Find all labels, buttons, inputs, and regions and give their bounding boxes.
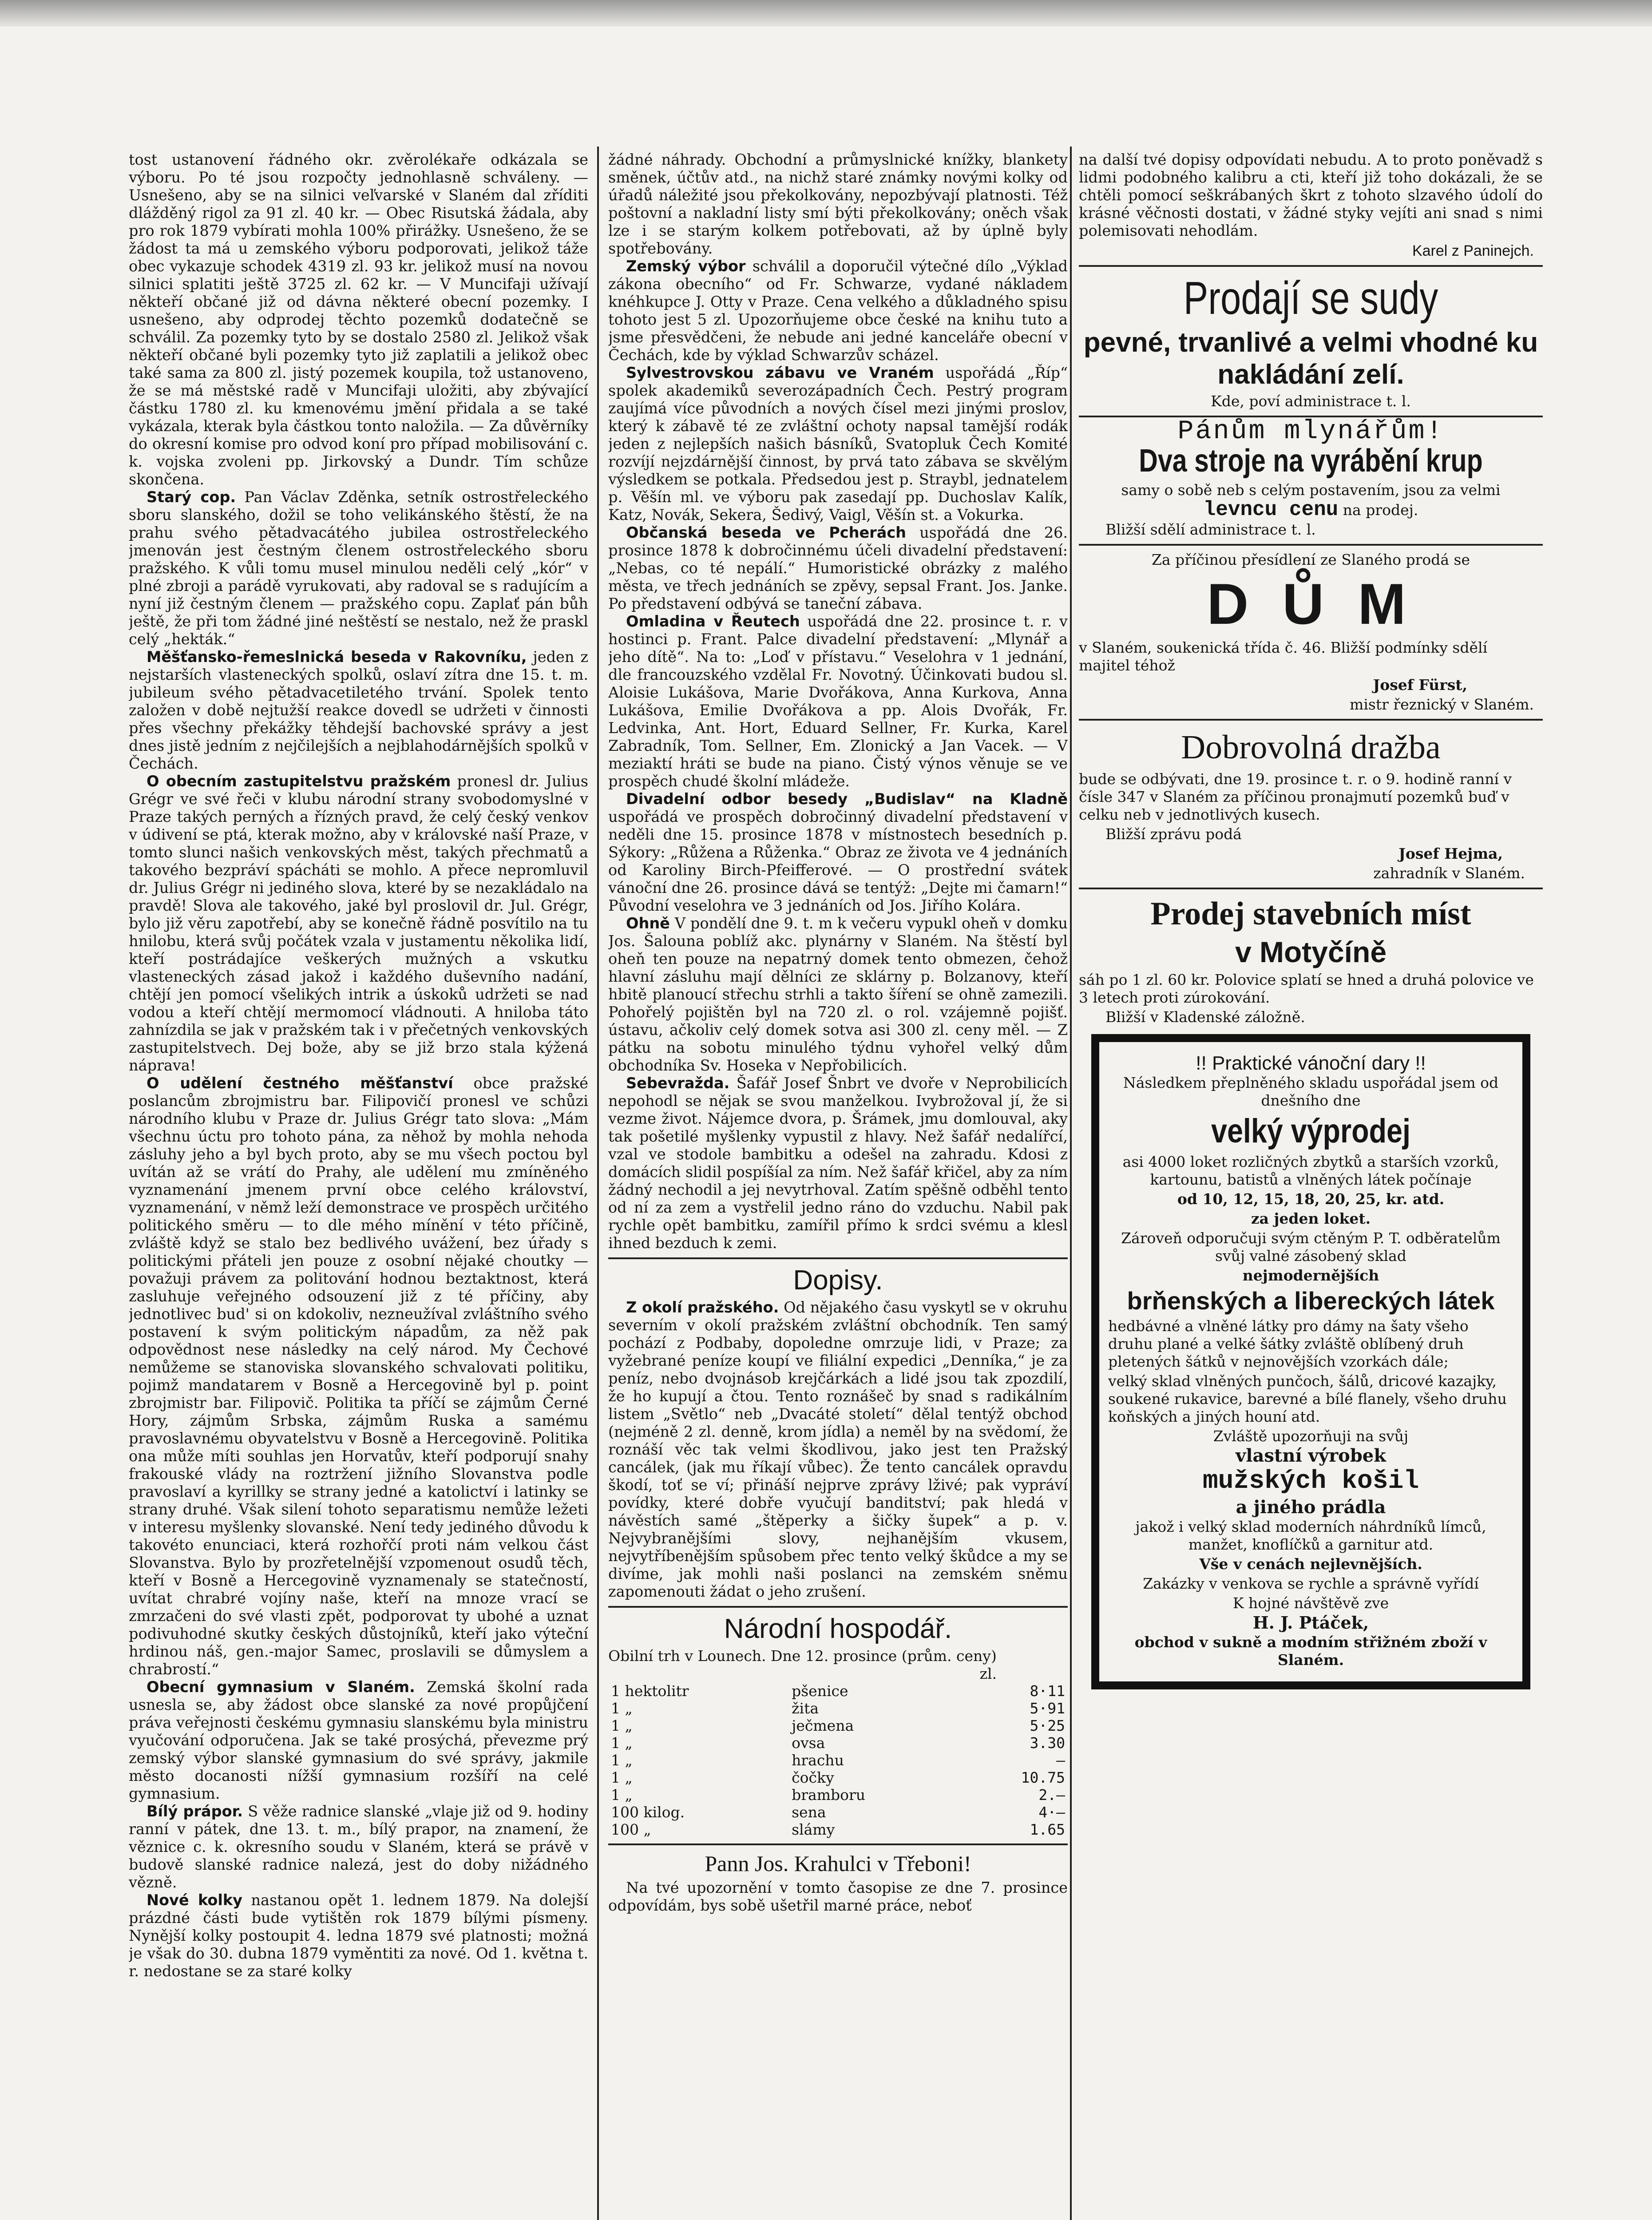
ad-dum — [1079, 551, 1543, 714]
article-text: Pan Václav Zděnka, setník ostrostřeleckého sboru slanského, dožil se toho velikánského štěstí, že na prahu svého pětadvacátého jubilea ostrostřeleckého jmenován jest čestným členem ostrostřeleckého sboru pražského. K vůli tomu musel minulou neděli celý „kór“ v plné zbroji a parádě vyrukovati, aby radoval se s radujícím a nyní již čestným členem — pražského copu. Zaplať pán bůh ještě, že při tom žádné jiné neštěstí se nestalo, než že praskl celý „hekták.“ — [129, 488, 588, 648]
ptacek-line: nejmodernějších — [1242, 1267, 1379, 1284]
article-text: jeden z nejstarších vlasteneckých spolků, oslaví zítra dne 15. t. m. jubileum svého pětadvacetiletého trvání. Spolek tento založen v době nejtužší reakce dovedl se udržeti v činnosti přes všechny překážky těhdejší bachovské správy a jest dnes jistě jedním z nejčilejších a nejblahodárnějších spolků v Čechách. — [129, 648, 588, 772]
market-heading: Národní hospodář. — [724, 1613, 952, 1644]
ptacek-line: asi 4000 loket rozličných zbytků a starších vzorků, kartounu, batistů a vlněných látek počínaje — [1122, 1153, 1499, 1188]
column-1 — [129, 151, 588, 2220]
article-text: schválil a doporučil výtečné dílo „Výklad zákona obecního“ od Fr. Schwarze, vydané nákladem knéhkupce J. Otty v Praze. Cena velkého a důkladného spisu tohoto jest 5 zl. Upozorňujeme obce české na knihu tuto a jsme přesvědčeni, že nebude ani jedné kanceláře obecní v Čechách, kde by výklad Schwarzův scházel. — [608, 258, 1068, 364]
price-price: 8·11 — [1030, 1682, 1065, 1700]
dum-title: D Ů M — [1207, 571, 1415, 636]
sudy-title: Prodají se sudy — [1183, 273, 1438, 324]
mlynari-cheap: levncu cenu — [1203, 498, 1339, 521]
ptacek-line: velký sklad vlněných punčoch, šálů, dricové kazajky, soukené rukavice, barevné a bílé flanely, všeho druhu koňských a jiných houní atd. — [1108, 1372, 1507, 1425]
ad-mista — [1079, 895, 1543, 1026]
price-price: — — [1056, 1752, 1065, 1769]
article-text: S věže radnice slanské „vlaje již od 9. hodiny ranní v pátek, dne 13. t. m., bílý prapor, na znamení, že věznice c. k. okresního soudu v Slaném, která se právě v budově slanské radnice nalezá, jest do doby nižádného vězně. — [129, 1803, 588, 1891]
article-paragraph — [129, 648, 588, 773]
divider — [608, 1257, 1068, 1259]
dum-signature-name: Josef Fürst, — [1373, 676, 1467, 694]
divider — [1079, 265, 1543, 267]
ptacek-sale: velký výprodej — [1211, 1112, 1410, 1150]
price-price: 2.— — [1038, 1786, 1065, 1804]
divider — [1079, 888, 1543, 889]
price-qty: 100 „ — [611, 1821, 651, 1838]
price-item: hrachu — [792, 1752, 844, 1769]
article-lead: Starý cop. — [147, 488, 236, 506]
article-lead: Divadelní odbor besedy „Budislav“ na Kladně — [626, 790, 1068, 808]
ptacek-shirts: mužských košil — [1202, 1467, 1419, 1496]
ad-sudy — [1079, 272, 1543, 410]
ptacek-line: Zvláště upozorňuji na svůj — [1213, 1427, 1409, 1445]
article-paragraph — [129, 1803, 588, 1891]
price-price: 3.30 — [1030, 1734, 1065, 1752]
letter-text: na další tvé dopisy odpovídati nebudu. A to proto poněvadž s lidmi podobného kalibru a cti, kteří již toho dokázali, že se chtěli pomocí seškrábaných škrt z tohoto slzavého údolí do krásné věčnosti dostati, v žádné styky vejíti ani snad s nimi polemisovati nehodlám. — [1079, 151, 1543, 239]
ad-ptacek — [1091, 1034, 1530, 1689]
ptacek-line: Vše v cenách nejlevnějších. — [1199, 1555, 1422, 1573]
mlynari-note: Bližší sdělí administrace t. l. — [1105, 521, 1316, 538]
price-item: pšenice — [792, 1682, 848, 1700]
column-rule — [597, 147, 599, 2220]
ptacek-line: vlastní výrobek — [1236, 1445, 1386, 1466]
column-1-articles — [129, 151, 588, 1980]
ptacek-signature: H. J. Ptáček, — [1252, 1613, 1369, 1633]
article-paragraph — [129, 488, 588, 648]
ptacek-line: K hojné návštěvě zve — [1232, 1594, 1389, 1612]
article-text: žádné náhrady. Obchodní a průmyslnické knížky, blankety směnek, účtův atd., na nichž staré známky novými kolky od úřadů náležité jsou překolkovány, nepozbývají platnosti. Též poštovní a nakladní listy smí býti překolkovány; oněch však lze i se starým kolkem potřebovati, až by úplně byly spotřebovány. — [608, 151, 1068, 257]
article-lead: Ohně — [626, 915, 670, 932]
krahulec-text: Na tvé upozornění v tomto časopise ze dne 7. prosince odpovídám, bys sobě ušetřil marné práce, neboť — [608, 1879, 1068, 1914]
krahulec-heading: Pann Jos. Krahulci v Třeboni! — [705, 1851, 971, 1876]
price-price: 1.65 — [1030, 1821, 1065, 1838]
column-2 — [608, 151, 1068, 2220]
column-rule — [1070, 147, 1072, 2220]
article-lead: Občanská beseda ve Pcherách — [626, 524, 907, 541]
price-item: čočky — [792, 1769, 834, 1786]
price-row — [608, 1734, 1068, 1752]
dum-text: v Slaném, soukenická třída č. 46. Bližší podmínky sdělí majitel téhož — [1079, 639, 1488, 674]
article-lead: Omladina v Řeutech — [626, 613, 800, 630]
mlynari-price — [1079, 498, 1543, 521]
price-qty: 1 „ — [611, 1752, 633, 1769]
mista-text: sáh po 1 zl. 60 kr. Polovice splatí se hned a druhá polovice ve 3 letech proti zúrokování. — [1079, 971, 1534, 1006]
ptacek-line: jakož i velký sklad moderních náhrdníků límců, manžet, knoflíčků a garnitur atd. — [1135, 1518, 1486, 1553]
article-lead: Sebevražda. — [626, 1074, 730, 1092]
article-lead: Bílý prápor. — [147, 1803, 243, 1820]
ptacek-line: obchod v sukně a modním střižném zboží v Slaném. — [1134, 1633, 1487, 1669]
article-text: Od nějakého času vyskytl se v okruhu severním v okolí pražském zvláštní obchodník. Ten samý pochází z Podbaby, dopoledne omrzuje lidi, v Praze; za vyžebrané peníze koupí ve filiální expedici „Denníka,“ je za peníz, nebo dvojnásob krejčárkách a lidé jsou tak zpozdilí, že ho kupují a čtou. Tento roznášeč by snad s radikálním listem „Světlo“ neb „Dvacáté století“ dělal tentýž obchod (nejméně 2 zl. denně, krom jídla) a neměl by na svědomí, že roznáší věc tak velmi škodlivou, jako jest ten Pražský cancálek, (jak mu říkají vůbec). Že tento cancálek opravdu škodí, toť se ví; přináší nejprve zprávy lživé; pak vypráví povídky, které dobře vyučují banditství; pak hledá v návěstích samé „štěperky a šičky šupek“ a p. v. Nejvybranějšími slovy, nejhanějším vkusem, nejvytříbenějším spůsobem přec tento velký škůdce a my se divíme, jak mohli naši poslanci na zemském sněmu zapomenouti žádat o jeho zrušení. — [608, 1299, 1068, 1600]
drazba-signature-name: Josef Hejma, — [1398, 845, 1503, 862]
price-table — [608, 1682, 1068, 1838]
article-paragraph — [129, 151, 588, 488]
article-paragraph — [129, 1074, 588, 1678]
price-row — [608, 1682, 1068, 1700]
price-qty: 1 „ — [611, 1786, 633, 1804]
article-text: tost ustanovení řádného okr. zvěrolékaře odkázala se výboru. Po té jsou rozpočty jednohlasně schváleny. — Usnešeno, aby se na silnici veľvarské v Slaném dal zříditi dlážděný rigol za 91 zl. 40 kr. — Obec Risutská žádala, aby pro rok 1879 vybírati mohla 100% přirážky. Usnešeno, že se žádost ta má u zemského výboru podporovati, jelikož táže obec vykazuje schodek 4319 zl. 93 kr. jelikož musí na novou silnici splatiti ještě 3725 zl. 62 kr. — V Muncifaji užívají někteří občané již od dávna některé obecní pozemky. I usnešeno, aby odprodej těchto pozemků dodatečně se schválil. Za pozemky tyto by se dostalo 2580 zl. Jelikož však někteří občané byli pozemky tyto již zaplatili a jelikož obec také sama za 800 zl. jistý pozemek koupila, tož ustanoveno, že se má městské radě v Muncifaji uložiti, aby zbývající částku 1780 zl. ku kmenovému jmění přidala a se také vykázala, kterak byla částkou tonto naložila. — Za důvěrníky do okresní komise pro odvod koní pro případ mobilisování c. k. vojska zvoleni pp. Jirkovský a Dundr. Tím schůze skončena. — [129, 151, 588, 488]
ptacek-line: Následkem přeplněného skladu uspořádal jsem od dnešního dne — [1123, 1074, 1499, 1109]
price-item: bramboru — [792, 1786, 866, 1804]
article-paragraph — [129, 1678, 588, 1803]
price-row — [608, 1769, 1068, 1786]
price-item: ječmena — [792, 1717, 854, 1734]
article-text: nastanou opět 1. lednem 1879. Na dolejší prázdné části bude vytištěn rok 1879 bílými písmeny. Nynější kolky postoupit 4. ledna 1879 své platnosti; možná je však do 30. dubna 1879 vyměntiti za nové. Od 1. května t. r. nedostane se za staré kolky — [129, 1891, 588, 1980]
article-text: uspořádá dne 22. prosince t. r. v hostinci p. Frant. Palce divadelní představení: „Mlynář a jeho dítě“. Na to: „Loď v přístavu.“ Veselohra v 1 jednání, dle francouzského vzdělal Fr. Novotný. Účinkovati budou sl. Aloisie Lukášova, Marie Dvořákova, Anna Kurkova, Anna Lukášova, Emilie Dvořákova a pp. Alois Dvořák, Fr. Ledvinka, Ant. Hort, Eduard Sellner, Fr. Kurka, Karel Zabradník, Tom. Sellner, Em. Zlonický a Jan Vacek. — V meziaktí hráti se bude na piano. Čistý výnos věnuje se ve prospěch chudé školní mládeže. — [608, 613, 1068, 790]
column-3 — [1079, 151, 1543, 2220]
divider — [608, 1606, 1068, 1608]
article-paragraph — [608, 364, 1068, 524]
letter-signature: Karel z Paninejch. — [1412, 242, 1534, 259]
dum-signature-title: mistr řeznický v Slaném. — [1350, 696, 1534, 713]
divider — [1079, 719, 1543, 721]
market-intro: Obilní trh v Lounech. Dne 12. prosince (prům. ceny) — [608, 1647, 997, 1665]
article-paragraph — [608, 790, 1068, 915]
mista-subtitle: v Motyčíně — [1235, 936, 1387, 968]
price-row — [608, 1821, 1068, 1838]
price-price: 5·25 — [1030, 1717, 1065, 1734]
article-lead: Nové kolky — [147, 1891, 243, 1909]
article-lead: Sylvestrovskou zábavu ve Vraném — [626, 364, 934, 381]
mlynari-text — [1079, 481, 1543, 499]
ptacek-line: za jeden loket. — [1251, 1210, 1371, 1227]
article-lead: Měšťansko-řemeslnická beseda v Rakovníku, — [147, 648, 527, 666]
sudy-subtitle: pevné, trvanlivé a velmi vhodné ku nakládání zelí. — [1083, 327, 1538, 390]
dopisy-article — [608, 1299, 1068, 1601]
ptacek-headline: !! Praktické vánoční dary !! — [1196, 1052, 1426, 1074]
article-text: obce pražské poslancům zbrojmistru bar. Filipovičí pronesl ve schůzi národního klubu v Praze dr. Julius Grégr tato slova: „Mám všechnu úctu pro tohoto pána, za něhož by mohla nehoda zásluhy jeho a byl bych proto, aby se mu všech poctou byl uvítán až se vrátí do Prahy, ale udělení mu zmíněného vyznamenání jmenem první obce celého království, vyznamenání, v němž leží demonstrace ve prospěch určitého politického směru — to dle mého mínění v této příčině, zvláště když se stalo bez bedlivého uvážení, bez úřady s politickými přáteli jen pouze z osobní nějaké choutky — považuji právem za politování hodnou beztaktnost, která zasluhuje veřejného odsouzení již z té příčiny, aby jednotlivec bud' si on kdokoliv, nezneužíval zvláštního svého postavení k svým politickým nápadům, za něž pak odpovědnost nese následky na celý národ. My Čechové nemůžeme se stanoviska slovanského schvalovati politiku, pojimž mandatarem v Bosně a Hercegovině byl p. point zbrojmistr bar. Filipovič. Politika ta příčí se zájmům Černé Hory, zájmům Srbska, zájmům Ruska a samému pravoslavnému obyvatelstvu v Bosně a Hercegovině. Politika ona může míti souhlas jen Horvatův, kteří podporují snahy frakouské vlády na roztržení jižního Slovanstva podle pravoslaví a kyrillky se strany jedné a katolictví i latinky se strany druhé. Však silení tohoto separatismu nemůže ležeti v interesu myšlenky slovanské. Není tedy jediného důvodu k takovéto enunciaci, která rozhořčí proti nám velkou část Slovanstva. Bylo by prozřetelnější vzpomenout osudů těch, kteří v Bosně a Hercegovině vyznamenaly se statečností, uvítat chrabré vojíny naše, kteří na mnoze vrací se zmrzačeni do své vlasti zpět, podporovat ty ubohé a uznat podivuhodné skutky českých důstojníků, kteří jako výteční hrdinou náš, gen.-major Samec, proslavili se důmyslem a chrabrostí.“ — [129, 1074, 588, 1678]
column-2-articles — [608, 151, 1068, 1252]
article-paragraph — [608, 915, 1068, 1074]
price-item: slámy — [792, 1821, 835, 1838]
price-row — [608, 1717, 1068, 1734]
dopisy-heading: Dopisy. — [793, 1265, 883, 1296]
article-text: uspořádá ve prospěch dobročinný divadelní představení v neděli dne 15. prosince 1878 v místnostech besedních p. Sýkory: „Růžena a Růženka.“ Obraz ze života ve 4 jednáních od Karoliny Birch-Pfeifferové. — O prostřední svátek vánoční dne 26. prosince dává se tentýž: „Dejte mi čamarn!“ Původní veselohra ve 3 jednáních od Jos. Jiřího Kolára. — [608, 808, 1068, 914]
drazba-text: bude se odbývati, dne 19. prosince t. r. o 9. hodině ranní v čísle 347 v Slaném za příčinou pronajmutí pozemků buď v celku neb v jednotlivých kusech. — [1079, 770, 1512, 823]
price-item: ovsa — [792, 1734, 825, 1752]
article-text: uspořádá dne 26. prosince 1878 k dobročinnému účeli divadelní představení: „Nebas, co té nepálí.“ Humoristické obrázky z malého města, ve třech jednáních se zpěvy, sepsal Frant. Jos. Janke. Po představení odbývá se taneční zábava. — [608, 524, 1068, 612]
ad-mlynari — [1079, 416, 1543, 539]
price-qty: 100 kilog. — [611, 1804, 685, 1821]
price-price: 10.75 — [1021, 1769, 1065, 1786]
page-edge — [0, 0, 1652, 27]
article-paragraph — [608, 151, 1068, 258]
price-item: žita — [792, 1700, 819, 1717]
price-row — [608, 1804, 1068, 1821]
price-qty: 1 hektolitr — [611, 1682, 689, 1700]
article-text: Šafář Josef Šnbrt ve dvoře v Neprobilicích nepohodl se nějak se svou manželkou. Ivybrožoval jí, že si vezme život. Nájemce dvora, p. Šrámek, jmu domlouval, aky tak pošetilé myšlenky vypustil z hlavy. Než šafář nedalířcí, vzal ve stodole bambitku a odešel na zahradu. Kdosi z domácích slidil pospíšíal za ním. Než šafář křičel, aby za ním žádný nechodil a jej nevytrhoval. Zatím spěšně odběhl tento od ní za zem a vystřelil jedno ráno do vzduchu. Nabil pak rychle opět bambitku, zamířil přímo k srdci svému a klesl ihned bezduch k zemi. — [608, 1074, 1068, 1252]
article-lead: Zemský výbor — [626, 258, 746, 275]
mlynari-greeting: Pánům mlynářům! — [1177, 416, 1444, 447]
ad-drazba — [1079, 726, 1543, 882]
article-paragraph — [608, 258, 1068, 364]
price-price: 5·91 — [1030, 1700, 1065, 1717]
article-paragraph — [608, 1074, 1068, 1252]
price-price: 4·— — [1038, 1804, 1065, 1821]
mista-title: Prodej stavebních míst — [1150, 896, 1471, 932]
drazba-title: Dobrovolná dražba — [1181, 729, 1441, 766]
ptacek-line: Zároveň odporučuji svým ctěným P. T. odběratelům svůj valné zásobený sklad — [1121, 1229, 1501, 1265]
price-qty: 1 „ — [611, 1734, 633, 1752]
dum-intro: Za příčinou přesídlení ze Slaného prodá se — [1151, 551, 1470, 568]
sudy-note: Kde, poví administrace t. l. — [1211, 392, 1411, 410]
currency-label: zl. — [979, 1665, 997, 1682]
price-row — [608, 1700, 1068, 1717]
mlynari-text-a: samy o sobě neb s celým postavením, jsou za velmi — [1121, 481, 1501, 499]
ptacek-line: a jiného prádla — [1236, 1497, 1386, 1518]
drazba-note: Bližší zprávu podá — [1105, 825, 1242, 843]
article-lead: O obecním zastupitelstvu pražském — [147, 773, 451, 790]
price-row — [608, 1786, 1068, 1804]
article-text: uspořádá „Říp“ spolek akademiků severozápadních Čech. Pestrý program zaujímá více původních a nových čísel mezi jinými proslov, který k zábavě té ze zvláštní ochoty napsal tamější rodák jeden z nejlepších našich básníků, Svatopluk Čech Komité rozvíjí nejzdárnější činnost, by prvá tato zábava se skvělým výsledkem se potkala. Předsedou jest p. Straybl, jednatelem p. Věšín ml. ve výboru pak zasedají pp. Duchoslav Kalík, Katz, Novák, Sekera, Šedivý, Vaigl, Věšín st. a Vokurka. — [608, 364, 1068, 523]
article-text: pronesl dr. Julius Grégr ve své řeči v klubu národní strany svobodomyslné v Praze takých perných a řízných pravd, že celý český venkov v údivení se ptá, kterak možno, aby v královské naší Praze, v tomto slunci našich venkovských měst, takých přechmatů a takového bezpráví spácháti se mohlo. A přece nepromluvil dr. Julius Grégr ni jediného slova, které by se nezakládalo na pravdě! Slova ale takového, jaké byl proslovil dr. Jul. Grégr, bylo již věru zapotřebí, aby se konečně řádně posvítilo na tu hnilobu, která svůj počátek vzala v justamentu několika lidí, kteří postrádajíce veškerých mužných a vskutku vlasteneckých zásad jakož i každého duševního nadání, chtějí jen pomocí všelikých intrik a úskoků udržeti se nad vodou a kteří chtějí mermomocí vládnouti. A hniloba táto zahnízdila se jak v pražském tak i v přečetných venkovských zastupitelstvech. Dej bože, aby se již brzo stala kýžená náprava! — [129, 773, 588, 1074]
ptacek-fabrics: brňenských a libereckých látek — [1127, 1287, 1495, 1315]
article-text: V pondělí dne 9. t. m k večeru vypukl oheň v domku Jos. Šalouna poblíž akc. plynárny v Slaném. Na štěstí byl oheň ten pouze na nepatrný domek tento obmezen, čehož hlavní zásluhu mají dělníci ze sklárny p. Bolzanovy, kteří hbitě planoucí střechu strhli a takto šíření se ohně zamezili. Pohořelý pojištěn byl na 720 zl. o rol. vzájemně pojišť. ústavu, ačkoliv celý domek sotva asi 300 zl. ceny měl. — Z pátku na sobotu minulého týdnu vyhořel velký dům obchodníka Sv. Hoseka v Nepřobilicích. — [608, 915, 1068, 1074]
article-paragraph — [608, 524, 1068, 613]
article-lead: Obecní gymnasium v Slaném. — [147, 1678, 415, 1696]
article-paragraph — [129, 1891, 588, 1980]
divider — [608, 1843, 1068, 1845]
divider — [1079, 544, 1543, 546]
article-lead: O udělení čestného měšťanství — [147, 1074, 453, 1092]
price-qty: 1 „ — [611, 1700, 633, 1717]
ptacek-prices: od 10, 12, 15, 18, 20, 25, kr. atd. — [1177, 1190, 1445, 1208]
price-qty: 1 „ — [611, 1769, 633, 1786]
mista-note: Bližší v Kladenské záložně. — [1105, 1008, 1305, 1026]
ptacek-line: hedbávné a vlněné látky pro dámy na šaty všeho druhu plané a velké šátky zvláště oblíbený druh pletených šátků v nejnovějších vzorkách dále; — [1108, 1317, 1469, 1370]
ptacek-line: Zakázky v venkova se rychle a správně vyřídí — [1143, 1575, 1479, 1592]
article-lead: Z okolí pražského. — [626, 1299, 779, 1316]
mlynari-title: Dva stroje na vyrábění krup — [1139, 443, 1483, 479]
drazba-signature-title: zahradník v Slaném. — [1373, 864, 1525, 882]
price-row — [608, 1752, 1068, 1769]
price-qty: 1 „ — [611, 1717, 633, 1734]
mlynari-text-b: na prodej. — [1343, 501, 1418, 519]
article-paragraph — [129, 773, 588, 1074]
article-text: Zemská školní rada usnesla se, aby žádost obce slanské za nové propůjčení práva veřejnosti českému gymnasiu slanskému byla ministru vyučování odporučena. Jak se také prosýchá, převezme prý zemský výbor slanské gymnasium do své správy, jakmile město docanosti nížší gymnasium rozšíří na celé gymnasium. — [129, 1678, 588, 1802]
article-paragraph — [608, 613, 1068, 790]
price-item: sena — [792, 1804, 826, 1821]
